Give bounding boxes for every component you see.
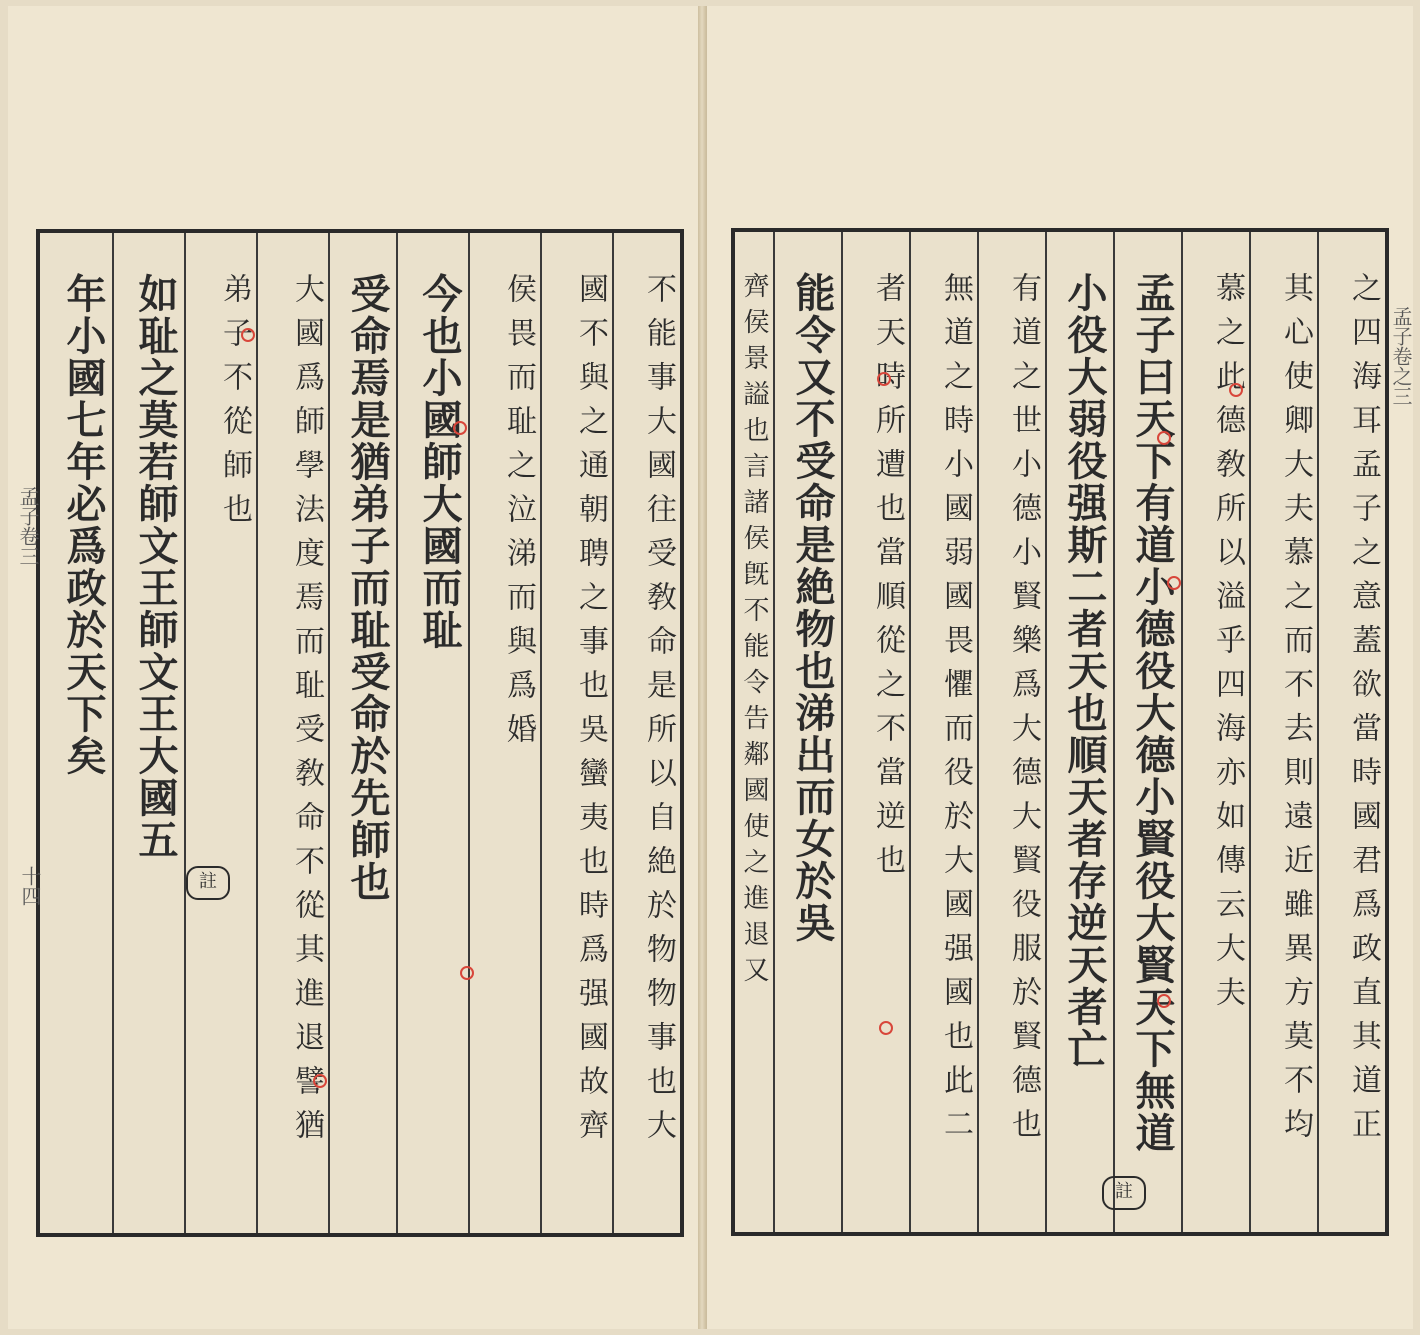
left-page: [8, 6, 699, 1329]
right-fold-label: 孟子卷之三: [1389, 306, 1413, 406]
right-col-11: 能令又不受命是絶物也涕出而女於吳: [773, 232, 841, 1232]
left-col-7: 弟子不從師也: [184, 233, 256, 1233]
right-col-9: 者天時所遭也當順從之不當逆也: [841, 232, 909, 1232]
book-gutter: [698, 6, 706, 1329]
red-annotation-circle: [877, 372, 891, 386]
right-text-frame: [731, 228, 1389, 1236]
red-annotation-circle: [313, 1074, 327, 1088]
red-annotation-circle: [1157, 431, 1171, 445]
left-col-8: 如耻之莫若師文王師文王大國五: [112, 233, 184, 1233]
left-col-4: 今也小國師大國而耻: [396, 233, 468, 1233]
left-col-3: 侯畏而耻之泣涕而與爲婚: [468, 233, 540, 1233]
red-annotation-circle: [460, 966, 474, 980]
left-fold-page-number: 十四: [18, 866, 42, 906]
red-annotation-circle: [1157, 994, 1171, 1008]
red-annotation-circle: [453, 421, 467, 435]
right-col-1: 之四海耳孟子之意蓋欲當時國君爲政直其道正: [1317, 232, 1385, 1232]
right-col-7: 有道之世小德小賢樂爲大德大賢役服於賢德也: [977, 232, 1045, 1232]
right-note-marker: 註: [1102, 1176, 1146, 1210]
right-col-3: 慕之此德敎所以溢乎四海亦如傳云大夫: [1181, 232, 1249, 1232]
right-col-6: 小役大弱役强斯二者天也順天者存逆天者亡: [1045, 232, 1113, 1232]
left-col-5: 受命焉是猶弟子而耻受命於先師也: [328, 233, 396, 1233]
left-col-6: 大國爲師學法度焉而耻受敎命不從其進退譬猶: [256, 233, 328, 1233]
red-annotation-circle: [241, 328, 255, 342]
book-spread: [8, 6, 1412, 1329]
left-text-frame: [36, 229, 684, 1237]
right-col-5: 孟子曰天下有道小德役大德小賢役大賢天下無道: [1113, 232, 1181, 1232]
left-note-marker: 註: [186, 866, 230, 900]
left-col-2: 國不與之通朝聘之事也吳蠻夷也時爲强國故齊: [540, 233, 612, 1233]
right-page: [706, 6, 1413, 1329]
left-col-9: 年小國七年必爲政於天下矣: [60, 273, 106, 777]
red-annotation-circle: [879, 1021, 893, 1035]
right-col-12: 齊侯景謚也言諸侯旣不能令告鄰國使之進退又: [739, 272, 769, 992]
red-annotation-circle: [1229, 383, 1243, 397]
left-fold-label: 孟子卷三: [16, 486, 40, 566]
right-col-8: 無道之時小國弱國畏懼而役於大國强國也此二: [909, 232, 977, 1232]
red-annotation-circle: [1167, 576, 1181, 590]
left-col-1: 不能事大國往受敎命是所以自絶於物物事也大: [612, 233, 680, 1233]
right-col-2: 其心使卿大夫慕之而不去則遠近雖異方莫不均: [1249, 232, 1317, 1232]
